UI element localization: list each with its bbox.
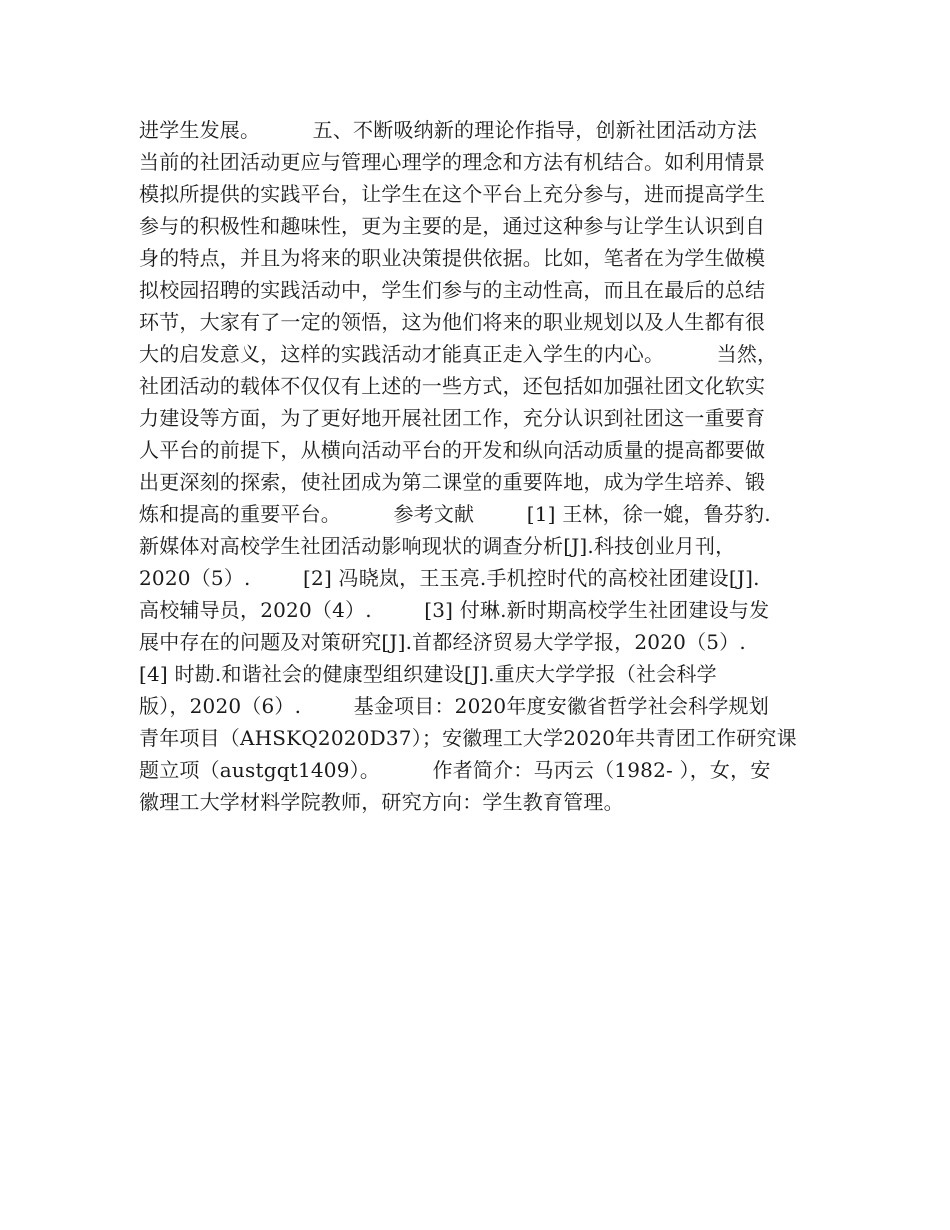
text-line: 参与的积极性和趣味性，更为主要的是，通过这种参与让学生认识到自 <box>139 214 766 238</box>
text-line: 人平台的前提下，从横向活动平台的开发和纵向活动质量的提高都要做 <box>139 438 766 462</box>
text-line: 2020（5）. [2] 冯晓岚，王玉亮.手机控时代的高校社团建设[J]. <box>139 566 760 590</box>
text-line: 环节，大家有了一定的领悟，这为他们将来的职业规划以及人生都有很 <box>139 310 766 334</box>
text-line: 展中存在的问题及对策研究[J].首都经济贸易大学学报，2020（5）. <box>139 630 746 654</box>
text-line: 模拟所提供的实践平台，让学生在这个平台上充分参与，进而提高学生 <box>139 182 766 206</box>
text-line: 新媒体对高校学生社团活动影响现状的调查分析[J].科技创业月刊， <box>139 534 736 558</box>
text-line: 青年项目（AHSKQ2020D37）；安徽理工大学2020年共青团工作研究课 <box>139 726 797 750</box>
text-line: 社团活动的载体不仅仅有上述的一些方式，还包括如加强社团文化软实 <box>139 374 766 398</box>
text-line: 进学生发展。 五、不断吸纳新的理论作指导，创新社团活动方法 <box>139 118 758 142</box>
text-line: 出更深刻的探索，使社团成为第二课堂的重要阵地，成为学生培养、锻 <box>139 470 766 494</box>
text-line: 徽理工大学材料学院教师，研究方向：学生教育管理。 <box>139 790 624 814</box>
text-line: [4] 时勘.和谐社会的健康型组织建设[J].重庆大学学报（社会科学 <box>139 662 717 686</box>
text-line: 高校辅导员，2020（4）. [3] 付琳.新时期高校学生社团建设与发 <box>139 598 770 622</box>
text-line: 炼和提高的重要平台。 参考文献 [1] 王林，徐一媲，鲁芬豹. <box>139 502 771 526</box>
text-line: 拟校园招聘的实践活动中，学生们参与的主动性高，而且在最后的总结 <box>139 278 766 302</box>
text-line: 身的特点，并且为将来的职业决策提供依据。比如，笔者在为学生做模 <box>139 246 766 270</box>
text-line: 版），2020（6）. 基金项目：2020年度安徽省哲学社会科学规划 <box>139 694 769 718</box>
text-line: 题立项（austgqt1409）。 作者简介：马丙云（1982- ），女，安 <box>139 758 771 782</box>
text-line: 力建设等方面，为了更好地开展社团工作，充分认识到社团这一重要育 <box>139 406 766 430</box>
body-text <box>139 114 839 818</box>
text-line: 当前的社团活动更应与管理心理学的理念和方法有机结合。如利用情景 <box>139 150 766 174</box>
text-line: 大的启发意义，这样的实践活动才能真正走入学生的内心。 当然， <box>139 342 778 366</box>
